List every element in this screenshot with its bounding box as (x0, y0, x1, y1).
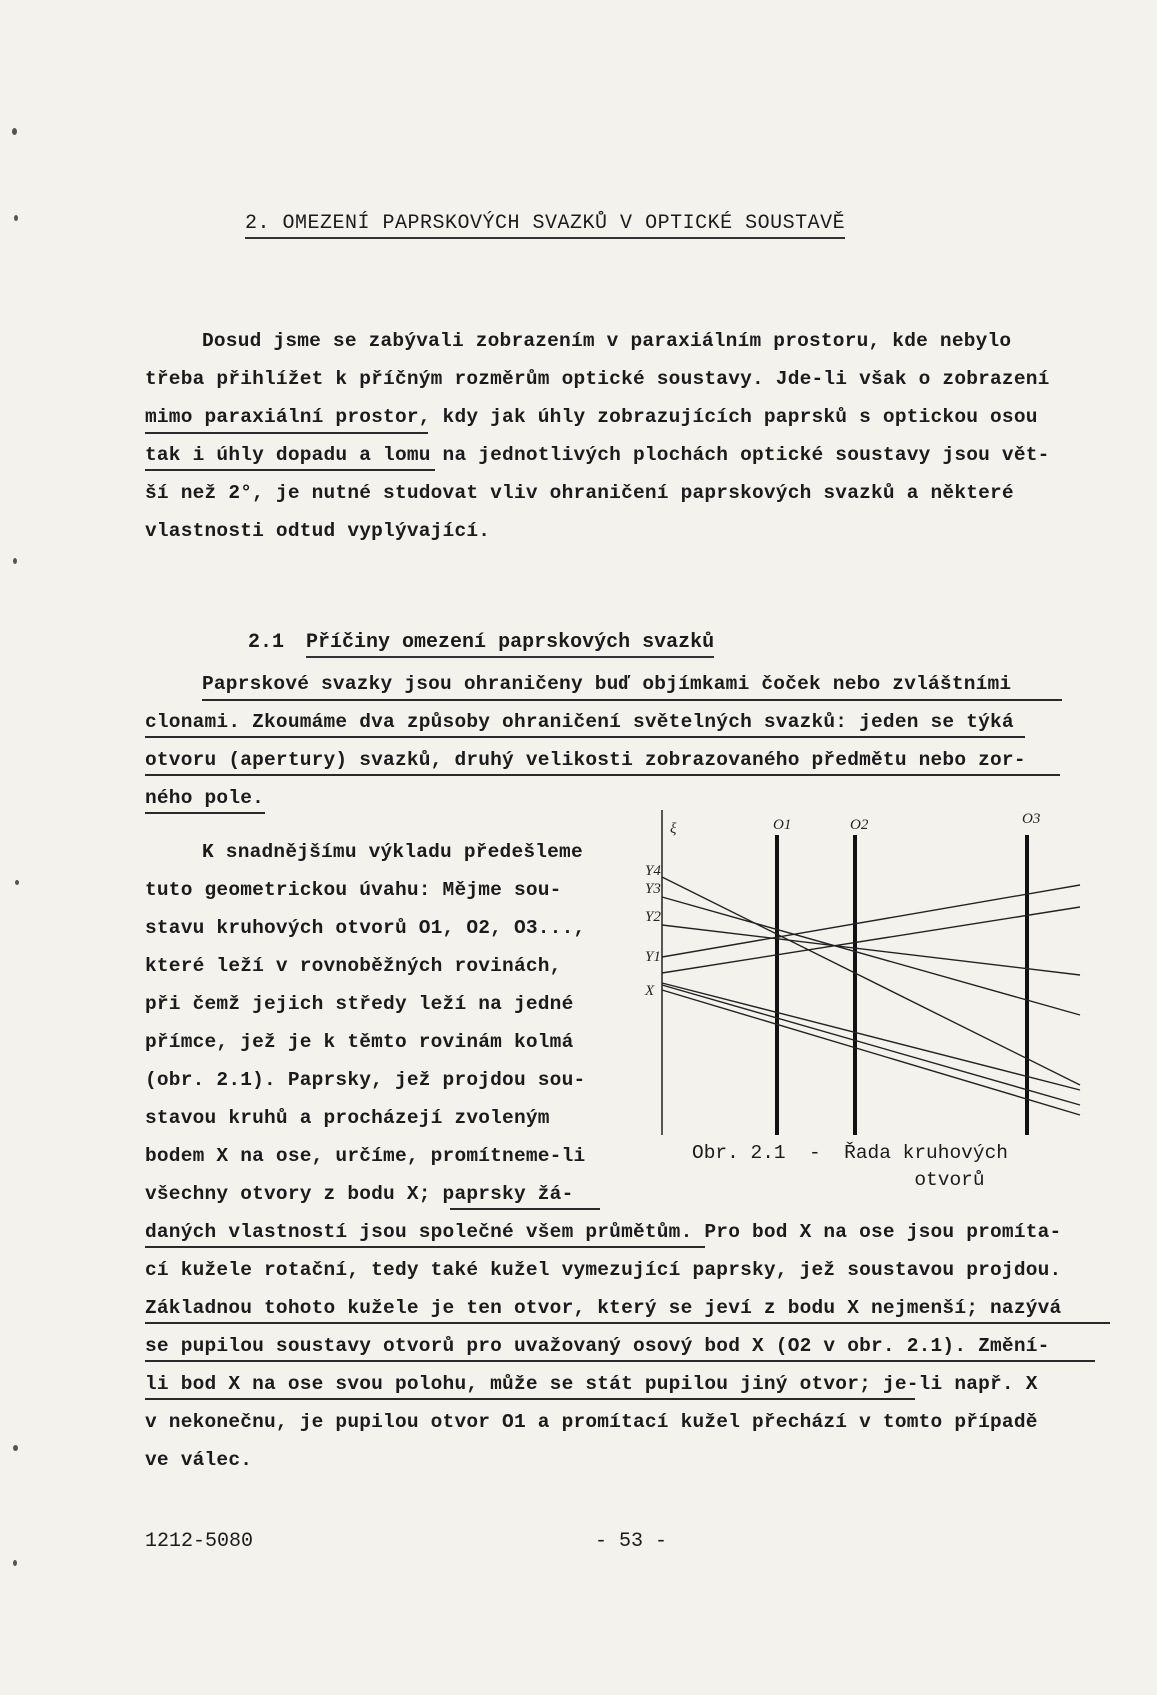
document-code: 1212-5080 (145, 1530, 254, 1553)
underline-para2-c (145, 1322, 1110, 1324)
figure-aperture-series (640, 805, 1095, 1140)
intro-line-2: třeba přihlížet k příčným rozměrům optické soustavy. Jde-li však o zobrazení (145, 368, 1050, 390)
para2-line-17: ve válec. (145, 1449, 253, 1471)
para2-line-3: stavu kruhových otvorů O1, O2, O3..., (145, 917, 586, 939)
para2-line-5: při čemž jejich středy leží na jedné (145, 993, 574, 1015)
para2-line-15: li bod X na ose svou polohu, může se stát pupilou jiný otvor; je-li např. X (145, 1373, 1038, 1395)
scan-speck (13, 1560, 17, 1566)
point-label-y2: Y2 (645, 909, 661, 925)
section-title: Příčiny omezení paprskových svazků (306, 631, 714, 658)
ray-8 (662, 990, 1080, 1115)
para2-line-8: stavou kruhů a procházejí zvoleným (145, 1107, 550, 1129)
ray-1 (662, 877, 1080, 1085)
scan-speck (13, 558, 17, 564)
aperture-label-o1: O1 (773, 817, 792, 833)
para1-line-2: clonami. Zkoumáme dva způsoby ohraničení světelných svazků: jeden se týká (145, 711, 1014, 733)
para2-line-13: Základnou tohoto kužele je ten otvor, který se jeví z bodu X nejmenší; nazývá (145, 1297, 1062, 1319)
ray-4 (662, 885, 1080, 957)
intro-line-1: Dosud jsme se zabývali zobrazením v paraxiálním prostoru, kde nebylo (202, 330, 1012, 352)
figure-caption-dash: - (809, 1142, 821, 1164)
underline-para2-e (145, 1398, 915, 1400)
para2-line-12: cí kužele rotační, tedy také kužel vymezující paprsky, jež soustavou projdou. (145, 1259, 1062, 1281)
ray-3 (662, 925, 1080, 975)
underline-para1-4 (145, 812, 265, 814)
para2-line-10: všechny otvory z bodu X; paprsky žá- (145, 1183, 574, 1205)
chapter-title: 2. OMEZENÍ PAPRSKOVÝCH SVAZKŮ V OPTICKÉ SOUSTAVĚ (245, 212, 845, 239)
page-number: - 53 - (595, 1530, 668, 1553)
underline-paraxial (145, 432, 428, 434)
ray-6 (662, 983, 1080, 1090)
scan-speck (12, 128, 17, 135)
scan-speck (15, 880, 19, 885)
underline-para2-b (145, 1246, 705, 1248)
axis-label: ξ (670, 821, 677, 837)
underline-para2-a (450, 1208, 600, 1210)
underline-para1-1 (202, 699, 1062, 701)
ray-bundle (662, 877, 1080, 1115)
para2-line-11: daných vlastností jsou společné všem průmětům. Pro bod X na ose jsou promíta- (145, 1221, 1062, 1243)
aperture-label-o3: O3 (1022, 811, 1041, 827)
point-label-y4: Y4 (645, 863, 661, 879)
para2-line-9: bodem X na ose, určíme, promítneme-li (145, 1145, 586, 1167)
para2-line-7: (obr. 2.1). Paprsky, jež projdou sou- (145, 1069, 586, 1091)
underline-para1-3 (145, 774, 1060, 776)
point-label-y3: Y3 (645, 881, 661, 897)
intro-line-3: mimo paraxiální prostor, kdy jak úhly zobrazujících paprsků s optickou osou (145, 406, 1038, 428)
figure-caption-prefix: Obr. 2.1 (692, 1142, 786, 1164)
para2-line-14: se pupilou soustavy otvorů pro uvažovaný osový bod X (O2 v obr. 2.1). Změní- (145, 1335, 1050, 1357)
para1-line-3: otvoru (apertury) svazků, druhý velikosti zobrazovaného předmětu nebo zor- (145, 749, 1026, 771)
ray-5 (662, 907, 1080, 973)
figure-caption (692, 1140, 1008, 1194)
para1-line-1: Paprskové svazky jsou ohraničeny buď objímkami čoček nebo zvláštními (202, 673, 1012, 695)
scan-speck (14, 215, 18, 221)
underline-mark (145, 469, 435, 471)
point-label-x: X (645, 983, 655, 999)
intro-line-5: ší než 2°, je nutné studovat vliv ohraničení paprskových svazků a některé (145, 482, 1014, 504)
para2-line-1: K snadnějšímu výkladu předešleme (202, 841, 583, 863)
section-number: 2.1 (248, 631, 285, 654)
section-heading (200, 608, 714, 677)
para2-line-4: které leží v rovnoběžných rovinách, (145, 955, 562, 977)
ray-2 (662, 897, 1080, 1015)
figure-caption-line1: Řada kruhových (844, 1142, 1008, 1164)
para2-line-16: v nekonečnu, je pupilou otvor O1 a promítací kužel přechází v tomto případě (145, 1411, 1038, 1433)
underline-para2-d (145, 1360, 1095, 1362)
point-label-y1: Y1 (645, 949, 661, 965)
underline-para1-2 (145, 736, 1025, 738)
figure-caption-line2: otvorů (914, 1169, 985, 1191)
aperture-label-o2: O2 (850, 817, 869, 833)
intro-line-4: tak i úhly dopadu a lomu na jednotlivých plochách optické soustavy jsou vět- (145, 444, 1050, 466)
para1-line-4: ného pole. (145, 787, 265, 809)
ray-7 (662, 985, 1080, 1105)
para2-line-6: přímce, jež je k těmto rovinám kolmá (145, 1031, 574, 1053)
scan-speck (13, 1445, 18, 1451)
para2-line-2: tuto geometrickou úvahu: Mějme sou- (145, 879, 562, 901)
intro-line-6: vlastnosti odtud vyplývající. (145, 520, 491, 542)
